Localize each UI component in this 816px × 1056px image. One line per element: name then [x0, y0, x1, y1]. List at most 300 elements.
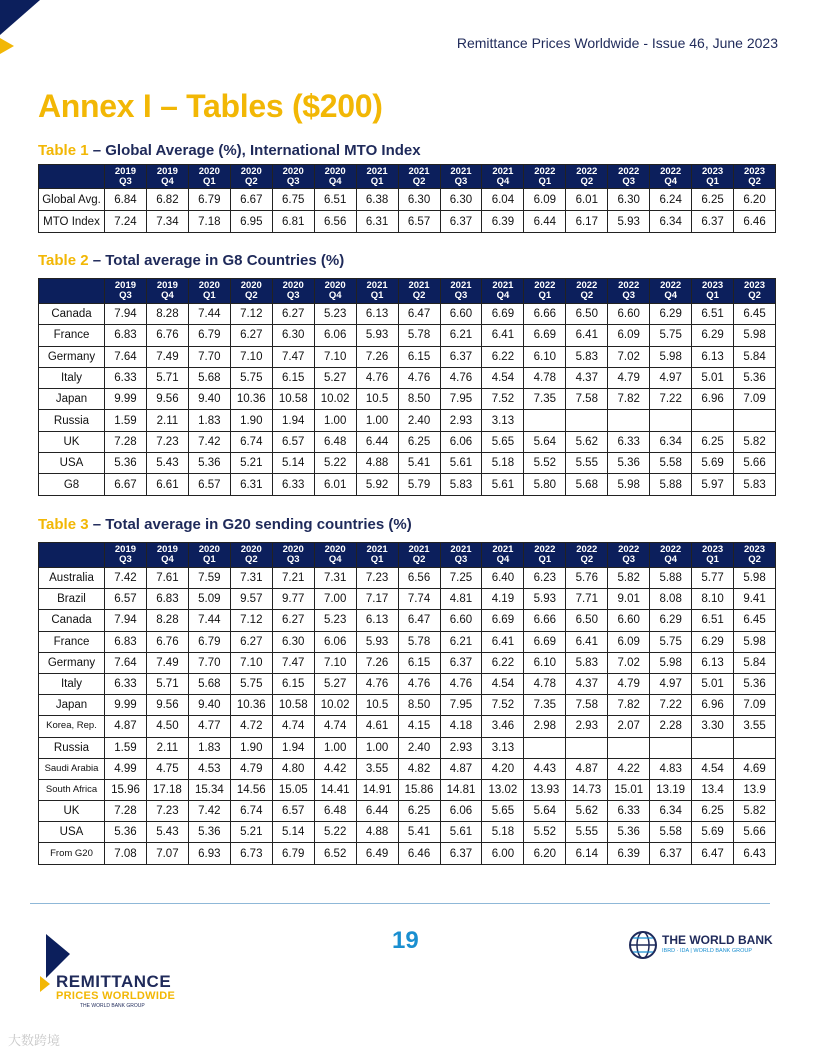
- table-cell: 6.67: [105, 474, 147, 495]
- table-cell: 9.99: [105, 389, 147, 410]
- header-corner-cell: [39, 543, 105, 568]
- table-cell: 3.30: [692, 716, 734, 737]
- world-bank-globe-icon: [628, 930, 658, 960]
- table-cell: 5.79: [398, 474, 440, 495]
- table-cell: 4.54: [482, 367, 524, 388]
- table-cell: 6.27: [230, 325, 272, 346]
- table-cell: 5.82: [734, 801, 776, 822]
- table-cell: 4.53: [188, 758, 230, 779]
- table-cell: 9.40: [188, 389, 230, 410]
- table-cell: 6.96: [692, 695, 734, 716]
- table-cell: 6.21: [440, 631, 482, 652]
- table-cell: 6.48: [314, 431, 356, 452]
- table-cell: 6.57: [105, 589, 147, 610]
- table-cell: 4.19: [482, 589, 524, 610]
- table-cell: 5.65: [482, 801, 524, 822]
- watermark: 大数跨境: [8, 1033, 61, 1048]
- column-header-year: 2023: [743, 280, 766, 291]
- table-cell: 7.35: [524, 695, 566, 716]
- table-cell: 4.80: [272, 758, 314, 779]
- table-cell: 6.33: [105, 673, 147, 694]
- table-cell: 6.10: [524, 346, 566, 367]
- column-header-year: 2022: [534, 544, 556, 555]
- column-header-year: 2023: [743, 165, 766, 177]
- table-cell: 6.83: [105, 325, 147, 346]
- column-header-quarter: Q2: [412, 290, 426, 301]
- table-row: [39, 843, 776, 864]
- table-cell: 6.30: [608, 189, 650, 211]
- table-cell: 2.98: [524, 716, 566, 737]
- column-header-quarter: Q3: [286, 290, 300, 301]
- column-header-quarter: Q3: [454, 290, 468, 301]
- table-cell: 6.38: [356, 189, 398, 211]
- column-header-year: 2021: [450, 165, 472, 177]
- table-cell: [566, 410, 608, 431]
- column-header: [608, 165, 650, 189]
- table-cell: 6.29: [692, 325, 734, 346]
- table-cell: 5.98: [734, 325, 776, 346]
- column-header-quarter: Q3: [286, 175, 300, 187]
- table-cell: 7.10: [230, 346, 272, 367]
- table-row: [39, 652, 776, 673]
- table-cell: 6.83: [146, 589, 188, 610]
- column-header-year: 2021: [408, 165, 430, 177]
- table-cell: 5.83: [566, 346, 608, 367]
- column-header-year: 2021: [366, 544, 388, 555]
- table-cell: 4.78: [524, 673, 566, 694]
- table-cell: [734, 410, 776, 431]
- column-header-year: 2022: [660, 280, 682, 291]
- table-cell: 8.10: [692, 589, 734, 610]
- column-header-quarter: Q3: [622, 175, 636, 187]
- column-header-year: 2022: [576, 165, 598, 177]
- table-cell: 6.37: [692, 211, 734, 233]
- table-cell: 6.37: [440, 843, 482, 864]
- table-cell: 5.84: [734, 652, 776, 673]
- column-header-quarter: Q3: [454, 175, 468, 187]
- column-header: [692, 279, 734, 304]
- table-cell: 6.43: [734, 843, 776, 864]
- table-cell: 4.76: [356, 367, 398, 388]
- row-label: Canada: [39, 610, 105, 631]
- column-header-quarter: Q1: [370, 554, 384, 565]
- table-cell: 6.66: [524, 304, 566, 325]
- table-cell: 5.21: [230, 822, 272, 843]
- table-cell: 5.61: [440, 453, 482, 474]
- table-cell: 5.27: [314, 367, 356, 388]
- table-cell: 5.55: [566, 822, 608, 843]
- row-label: Japan: [39, 389, 105, 410]
- table-cell: 6.76: [146, 631, 188, 652]
- table-cell: 8.08: [650, 589, 692, 610]
- table-cell: 6.30: [440, 189, 482, 211]
- column-header: [398, 165, 440, 189]
- column-header-year: 2020: [324, 544, 346, 555]
- table-cell: 6.96: [692, 389, 734, 410]
- table-cell: 3.46: [482, 716, 524, 737]
- table-cell: 8.28: [146, 304, 188, 325]
- table-cell: 5.80: [524, 474, 566, 495]
- table-cell: [650, 737, 692, 758]
- table-cell: 7.52: [482, 389, 524, 410]
- table-cell: 6.29: [650, 610, 692, 631]
- table-row: [39, 610, 776, 631]
- column-header-quarter: Q4: [161, 554, 174, 565]
- table-cell: 6.57: [272, 801, 314, 822]
- table-cell: 5.75: [230, 673, 272, 694]
- table-cell: 5.58: [650, 822, 692, 843]
- table-cell: 5.88: [650, 474, 692, 495]
- table-cell: 4.81: [440, 589, 482, 610]
- table-cell: 7.12: [230, 610, 272, 631]
- table-cell: 6.20: [734, 189, 776, 211]
- table-cell: 6.25: [692, 801, 734, 822]
- table-cell: 7.94: [105, 610, 147, 631]
- table-cell: 6.82: [146, 189, 188, 211]
- table-cell: 4.42: [314, 758, 356, 779]
- table-cell: 4.61: [356, 716, 398, 737]
- table-cell: 5.93: [608, 211, 650, 233]
- column-header-quarter: Q4: [496, 554, 510, 565]
- column-header-quarter: Q4: [161, 175, 174, 187]
- column-header-year: 2019: [156, 544, 178, 555]
- table-cell: 5.41: [398, 822, 440, 843]
- column-header-year: 2019: [114, 280, 137, 291]
- table-cell: 15.05: [272, 779, 314, 800]
- table3: [38, 542, 776, 865]
- column-header-year: 2021: [366, 165, 388, 177]
- table-cell: 6.37: [440, 346, 482, 367]
- table-cell: 6.57: [188, 474, 230, 495]
- table-cell: 6.69: [524, 631, 566, 652]
- table-cell: 5.83: [566, 652, 608, 673]
- rpw-logo-title: REMITTANCE: [56, 972, 172, 991]
- table-cell: 7.12: [230, 304, 272, 325]
- table-cell: 6.17: [566, 211, 608, 233]
- table-cell: 6.25: [398, 801, 440, 822]
- table-cell: 4.43: [524, 758, 566, 779]
- table-cell: 3.55: [356, 758, 398, 779]
- table-cell: 5.22: [314, 453, 356, 474]
- table-cell: 6.31: [230, 474, 272, 495]
- table-cell: 13.93: [524, 779, 566, 800]
- table-cell: 7.70: [188, 652, 230, 673]
- column-header-quarter: Q1: [370, 175, 384, 187]
- table-cell: 4.74: [314, 716, 356, 737]
- column-header: [566, 279, 608, 304]
- column-header-quarter: Q3: [286, 554, 300, 565]
- table-cell: 5.82: [608, 568, 650, 589]
- table-cell: 5.65: [482, 431, 524, 452]
- table-cell: 6.41: [566, 631, 608, 652]
- table-cell: 7.10: [314, 346, 356, 367]
- footer-divider: [30, 903, 770, 904]
- table-cell: 6.74: [230, 431, 272, 452]
- table-cell: 4.88: [356, 822, 398, 843]
- column-header-year: 2022: [576, 544, 598, 555]
- table-cell: 6.66: [524, 610, 566, 631]
- column-header-year: 2022: [618, 165, 640, 177]
- column-header: [692, 165, 734, 189]
- table-cell: 7.07: [146, 843, 188, 864]
- table-cell: 7.64: [105, 652, 147, 673]
- table-cell: 5.62: [566, 801, 608, 822]
- table-cell: 5.78: [398, 631, 440, 652]
- table-cell: 3.55: [734, 716, 776, 737]
- table3-title: [38, 516, 412, 533]
- table-cell: 5.62: [566, 431, 608, 452]
- table-cell: 6.46: [398, 843, 440, 864]
- table-row: [39, 589, 776, 610]
- column-header-year: 2020: [282, 165, 304, 177]
- table-cell: 6.23: [524, 568, 566, 589]
- table-cell: 15.01: [608, 779, 650, 800]
- column-header: [650, 165, 692, 189]
- table-cell: 6.13: [692, 652, 734, 673]
- column-header: [440, 543, 482, 568]
- table-cell: 15.34: [188, 779, 230, 800]
- table-cell: 5.23: [314, 304, 356, 325]
- column-header-quarter: Q3: [454, 554, 468, 565]
- table-cell: 6.01: [314, 474, 356, 495]
- table-cell: 5.75: [650, 631, 692, 652]
- table3-number: Table 3: [38, 516, 89, 533]
- table-cell: 5.36: [608, 453, 650, 474]
- table-cell: 15.96: [105, 779, 147, 800]
- table-row: [39, 367, 776, 388]
- table-cell: 7.23: [146, 431, 188, 452]
- table-cell: 6.20: [524, 843, 566, 864]
- table-cell: 6.41: [482, 325, 524, 346]
- table-cell: 5.21: [230, 453, 272, 474]
- table-cell: 6.75: [272, 189, 314, 211]
- table-cell: 7.58: [566, 695, 608, 716]
- table-cell: 7.26: [356, 346, 398, 367]
- table-cell: 6.60: [440, 304, 482, 325]
- table-row: [39, 779, 776, 800]
- table-cell: 5.36: [188, 822, 230, 843]
- table-cell: 6.76: [146, 325, 188, 346]
- column-header: [188, 279, 230, 304]
- table-cell: 7.35: [524, 389, 566, 410]
- table-cell: 2.93: [566, 716, 608, 737]
- row-label: France: [39, 325, 105, 346]
- table-cell: 4.97: [650, 367, 692, 388]
- table-cell: 7.74: [398, 589, 440, 610]
- table1: [38, 164, 776, 233]
- table-cell: 6.01: [566, 189, 608, 211]
- table-cell: 7.47: [272, 652, 314, 673]
- column-header-year: 2022: [576, 280, 598, 291]
- table-cell: 5.36: [734, 673, 776, 694]
- table-cell: 14.73: [566, 779, 608, 800]
- table-cell: 5.09: [188, 589, 230, 610]
- column-header-quarter: Q1: [538, 290, 552, 301]
- table-cell: 4.97: [650, 673, 692, 694]
- column-header: [650, 279, 692, 304]
- table-cell: 5.36: [105, 453, 147, 474]
- table-cell: 6.25: [692, 189, 734, 211]
- table-cell: 6.60: [608, 304, 650, 325]
- column-header: [314, 165, 356, 189]
- table-cell: 9.77: [272, 589, 314, 610]
- table-cell: 6.95: [230, 211, 272, 233]
- header-corner-cell: [39, 279, 105, 304]
- table-cell: 5.52: [524, 822, 566, 843]
- table-cell: 10.02: [314, 695, 356, 716]
- column-header-quarter: Q4: [161, 290, 174, 301]
- table-cell: 6.61: [146, 474, 188, 495]
- column-header: [734, 165, 776, 189]
- column-header-quarter: Q4: [664, 554, 677, 565]
- row-label: Brazil: [39, 589, 105, 610]
- world-bank-subtitle: IBRD · IDA | WORLD BANK GROUP: [662, 948, 753, 954]
- column-header-year: 2019: [156, 280, 178, 291]
- table-cell: 6.37: [650, 843, 692, 864]
- table2-number: Table 2: [38, 252, 89, 269]
- column-header: [524, 165, 566, 189]
- table-cell: 7.23: [356, 568, 398, 589]
- table-cell: 2.93: [440, 737, 482, 758]
- column-header: [105, 543, 147, 568]
- table-cell: 6.33: [608, 801, 650, 822]
- row-label: Germany: [39, 346, 105, 367]
- column-header: [692, 543, 734, 568]
- table-cell: 6.14: [566, 843, 608, 864]
- table-cell: [692, 737, 734, 758]
- table-cell: 5.64: [524, 801, 566, 822]
- table-cell: 6.50: [566, 610, 608, 631]
- column-header: [314, 543, 356, 568]
- table-cell: 1.59: [105, 737, 147, 758]
- column-header: [524, 543, 566, 568]
- table-cell: 7.49: [146, 346, 188, 367]
- row-label: From G20: [39, 843, 105, 864]
- table-cell: 7.82: [608, 695, 650, 716]
- table-cell: 6.93: [188, 843, 230, 864]
- annex-title: Annex I – Tables ($200): [38, 88, 383, 124]
- table-cell: 2.28: [650, 716, 692, 737]
- table-cell: 7.70: [188, 346, 230, 367]
- table-cell: 7.09: [734, 695, 776, 716]
- table-row: [39, 474, 776, 495]
- table-cell: 6.84: [105, 189, 147, 211]
- table-cell: 5.98: [734, 568, 776, 589]
- column-header-year: 2021: [492, 165, 514, 177]
- column-header-year: 2021: [408, 544, 430, 555]
- table-cell: 7.31: [230, 568, 272, 589]
- table-cell: 6.51: [692, 610, 734, 631]
- table-cell: 6.79: [188, 189, 230, 211]
- table-cell: 7.44: [188, 304, 230, 325]
- table-cell: 6.44: [524, 211, 566, 233]
- header-corner-cell: [39, 165, 105, 189]
- table-cell: 6.21: [440, 325, 482, 346]
- column-header-quarter: Q4: [328, 175, 342, 187]
- column-header-year: 2019: [156, 165, 178, 177]
- column-header-quarter: Q3: [622, 554, 636, 565]
- column-header: [272, 165, 314, 189]
- row-label: UK: [39, 431, 105, 452]
- column-header: [482, 543, 524, 568]
- table-cell: 6.33: [272, 474, 314, 495]
- column-header-year: 2020: [240, 544, 262, 555]
- column-header-year: 2020: [282, 544, 304, 555]
- table3-caption: – Total average in G20 sending countries (%): [88, 516, 412, 533]
- table-cell: 5.83: [734, 474, 776, 495]
- table-cell: 4.79: [608, 673, 650, 694]
- table-cell: 6.50: [566, 304, 608, 325]
- table-cell: 5.78: [398, 325, 440, 346]
- column-header-quarter: Q1: [706, 290, 719, 301]
- table-row: [39, 389, 776, 410]
- table-cell: 9.40: [188, 695, 230, 716]
- table-cell: 9.57: [230, 589, 272, 610]
- table-row: [39, 568, 776, 589]
- table-cell: 7.00: [314, 589, 356, 610]
- table-cell: 6.30: [272, 325, 314, 346]
- table-cell: 3.13: [482, 737, 524, 758]
- column-header-year: 2021: [366, 280, 388, 291]
- table-cell: 7.02: [608, 652, 650, 673]
- table-cell: 5.69: [692, 822, 734, 843]
- table-cell: 7.49: [146, 652, 188, 673]
- table-cell: 4.76: [398, 367, 440, 388]
- table-cell: [566, 737, 608, 758]
- table-cell: 4.78: [524, 367, 566, 388]
- table-cell: 3.13: [482, 410, 524, 431]
- table-cell: 6.29: [650, 304, 692, 325]
- column-header: [650, 543, 692, 568]
- table-cell: [650, 410, 692, 431]
- table-cell: 7.22: [650, 389, 692, 410]
- table-cell: 9.41: [734, 589, 776, 610]
- table-cell: 1.90: [230, 737, 272, 758]
- table-row: [39, 325, 776, 346]
- table-cell: 6.29: [692, 631, 734, 652]
- table-cell: 7.25: [440, 568, 482, 589]
- column-header-year: 2021: [492, 280, 514, 291]
- row-label: MTO Index: [39, 211, 105, 233]
- table-cell: 6.40: [482, 568, 524, 589]
- table-cell: 13.4: [692, 779, 734, 800]
- row-label: Germany: [39, 652, 105, 673]
- table-cell: 7.95: [440, 695, 482, 716]
- column-header-quarter: Q1: [370, 290, 384, 301]
- table1-title: [38, 142, 421, 159]
- table-cell: 1.00: [356, 737, 398, 758]
- table-cell: 7.42: [188, 801, 230, 822]
- column-header-quarter: Q1: [706, 175, 719, 187]
- column-header-year: 2023: [702, 280, 724, 291]
- column-header: [230, 279, 272, 304]
- table-cell: 9.56: [146, 389, 188, 410]
- column-header: [356, 279, 398, 304]
- table-cell: 6.44: [356, 431, 398, 452]
- table-cell: 6.49: [356, 843, 398, 864]
- table-cell: 6.73: [230, 843, 272, 864]
- column-header-quarter: Q2: [748, 175, 761, 187]
- table-cell: 4.75: [146, 758, 188, 779]
- column-header-quarter: Q1: [203, 554, 216, 565]
- table-cell: 6.06: [440, 431, 482, 452]
- table-cell: 5.84: [734, 346, 776, 367]
- table-cell: 9.01: [608, 589, 650, 610]
- table-cell: 6.09: [608, 631, 650, 652]
- table-cell: 6.15: [272, 673, 314, 694]
- table-cell: 5.66: [734, 822, 776, 843]
- table-cell: 2.40: [398, 737, 440, 758]
